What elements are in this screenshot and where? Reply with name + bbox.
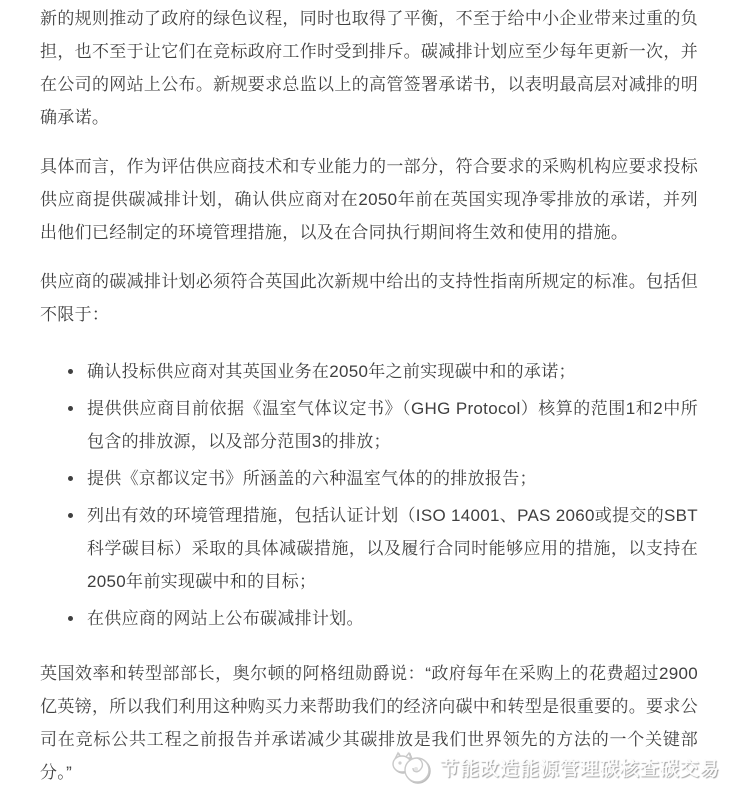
watermark-text: 节能改造能源管理碳核查碳交易 xyxy=(439,758,720,780)
list-item: • 在供应商的网站上公布碳减排计划。 xyxy=(85,602,698,635)
bullet-list xyxy=(40,355,698,635)
list-item: • 确认投标供应商对其英国业务在2050年之前实现碳中和的承诺； xyxy=(85,355,698,388)
paragraph: 具体而言，作为评估供应商技术和专业能力的一部分，符合要求的采购机构应要求投标供应商提供碳减排计划，确认供应商对在2050年前在英国实现净零排放的承诺，并列出他们已经制定的环境管理措施，以及在合同执行期间将生效和使用的措施。 xyxy=(40,157,698,242)
list-item: • 列出有效的环境管理措施，包括认证计划（ISO 14001、PAS 2060或提交的SBT科学碳目标）采取的具体减碳措施，以及履行合同时能够应用的措施，以支持在2050年前实现碳中和的目标； xyxy=(85,499,698,598)
paragraph: 供应商的碳减排计划必须符合英国此次新规中给出的支持性指南所规定的标准。包括但不限于： xyxy=(40,272,698,324)
paragraph: 新的规则推动了政府的绿色议程，同时也取得了平衡，不至于给中小企业带来过重的负担，也不至于让它们在竞标政府工作时受到排斥。碳减排计划应至少每年更新一次，并在公司的网站上公布。新规要求总监以上的高管签署承诺书，以表明最高层对减排的明确承诺。 xyxy=(40,9,698,127)
list-item: • 提供供应商目前依据《温室气体议定书》（GHG Protocol）核算的范围1和2中所包含的排放源，以及部分范围3的排放； xyxy=(85,392,698,458)
closing-paragraph: 英国效率和转型部部长，奥尔顿的阿格纽勋爵说：“政府每年在采购上的花费超过2900亿英镑，所以我们利用这种购买力来帮助我们的经济向碳中和转型是很重要的。要求公司在竞标公共工程之前报告并承诺减少其碳排放是我们世界领先的方法的一个关键部分。” xyxy=(40,664,698,782)
list-item: • 提供《京都议定书》所涵盖的六种温室气体的的排放报告； xyxy=(85,462,698,495)
paragraph-group xyxy=(40,2,698,331)
